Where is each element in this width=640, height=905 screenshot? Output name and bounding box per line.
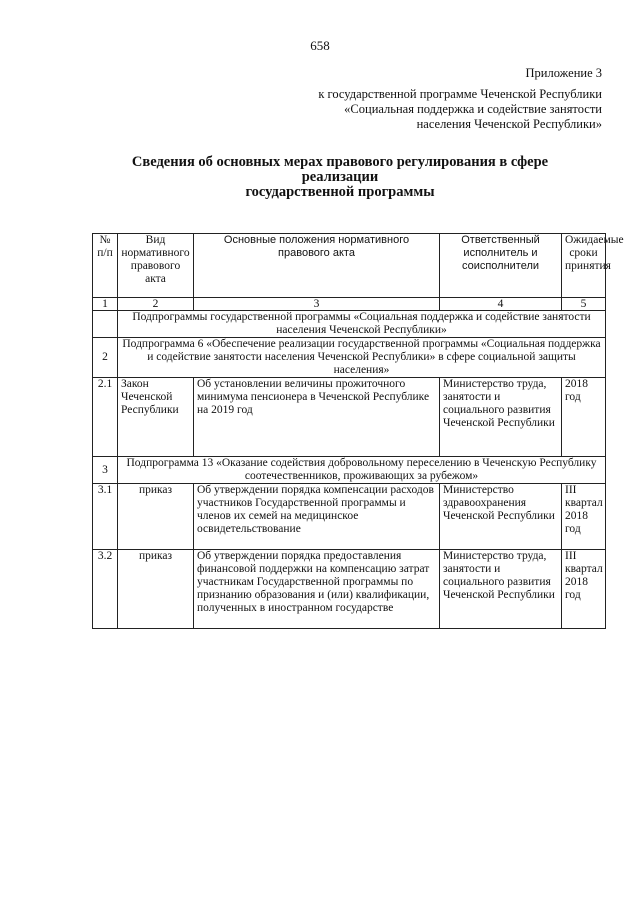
table-row [93,378,606,457]
column-number: 5 [562,298,606,311]
adoption-deadline: 2018 год [562,378,606,457]
act-provisions: Об утверждении порядка компенсации расходов участников Государственной программы и членов их семей на медицинское освидетельствование [194,484,440,550]
column-number: 3 [194,298,440,311]
adoption-deadline: III квартал 2018 год [562,484,606,550]
table-row [93,484,606,550]
title-line: реализации [301,169,379,185]
title-line: государственной программы [245,184,435,200]
appendix-label: Приложение 3 [525,66,602,80]
row-number: 3.2 [93,550,118,629]
appendix-note [318,66,602,132]
header-act-type: Вид нормативного правового акта [118,234,194,298]
document-title [0,155,640,200]
appendix-line: «Социальная поддержка и содействие занятости [344,102,602,116]
column-number-row [93,298,606,311]
program-title: Подпрограммы государственной программы «Социальная поддержка и содействие занятости населения Чеченской Республики» [118,311,606,338]
subprogram-title: Подпрограмма 13 «Оказание содействия добровольному переселению в Чеченскую Республику соотечественников, проживающих за рубежом» [118,457,606,484]
header-provisions: Основные положения нормативного правового акта [194,234,440,298]
table-header-row [93,234,606,298]
act-type: Закон Чеченской Республики [118,378,194,457]
row-number: 2 [93,338,118,378]
responsible-party: Министерство здравоохранения Чеченской Республики [440,484,562,550]
column-number: 2 [118,298,194,311]
act-provisions: Об утверждении порядка предоставления финансовой поддержки на компенсацию затрат участникам Государственной программы по признанию образования и (или) квалификации, полученных в иностранном государстве [194,550,440,629]
responsible-party: Министерство труда, занятости и социального развития Чеченской Республики [440,378,562,457]
table-row [93,550,606,629]
page-number: 658 [310,38,330,53]
title-line: Сведения об основных мерах правового регулирования в сфере [131,154,549,170]
measures-table [92,233,624,629]
appendix-line: населения Чеченской Республики» [416,117,602,131]
header-deadline: Ожидаемые сроки принятия [562,234,606,298]
act-type: приказ [118,550,194,629]
adoption-deadline: III квартал 2018 год [562,550,606,629]
row-number: 3 [93,457,118,484]
act-type: приказ [118,484,194,550]
column-number: 4 [440,298,562,311]
subprogram-title: Подпрограмма 6 «Обеспечение реализации государственной программы «Социальная поддержка и содействие занятости населения Чеченской Республики» в сфере социальной защиты населения» [118,338,606,378]
subprogram-row [93,338,606,378]
column-number: 1 [93,298,118,311]
header-responsible: Ответственный исполнитель и соисполнители [440,234,562,298]
appendix-line: к государственной программе Чеченской Республики [318,87,602,101]
program-title-row [93,311,606,338]
subprogram-row [93,457,606,484]
act-provisions: Об установлении величины прожиточного минимума пенсионера в Чеченской Республике на 2019 год [194,378,440,457]
row-number: 3.1 [93,484,118,550]
header-no: № п/п [93,234,118,298]
row-number: 2.1 [93,378,118,457]
responsible-party: Министерство труда, занятости и социального развития Чеченской Республики [440,550,562,629]
